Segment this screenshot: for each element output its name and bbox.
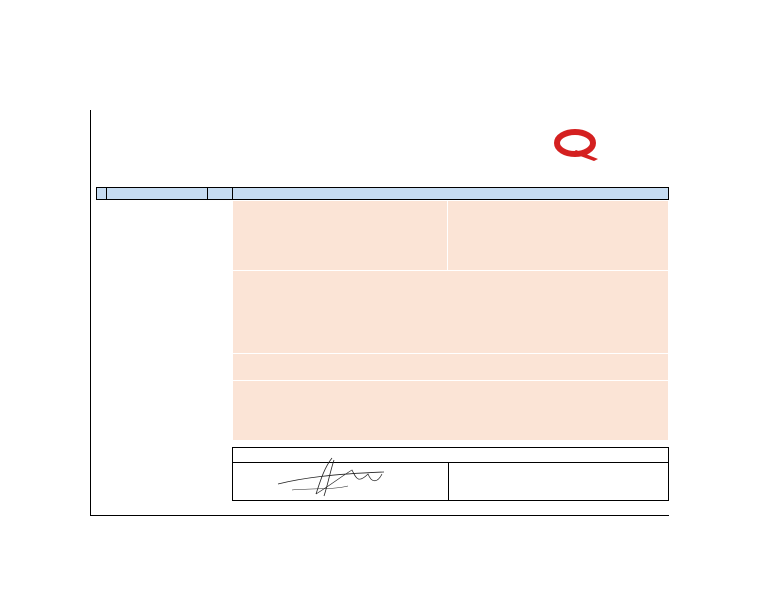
header-divider [106,187,107,200]
content-cell-action [233,381,668,440]
header-divider [232,187,233,200]
coach-signature-icon [272,454,392,498]
content-cell-plan-b [448,201,668,270]
header-divider [207,187,208,200]
content-cell-check [233,354,668,380]
page-left-border [90,110,91,515]
pertamina-q-logo-icon [554,129,600,162]
page-bottom-border [90,515,669,516]
approval-divider [448,462,449,501]
content-cell-plan-a [233,201,447,270]
content-cell-do [233,271,668,353]
table-header-row [96,187,669,200]
